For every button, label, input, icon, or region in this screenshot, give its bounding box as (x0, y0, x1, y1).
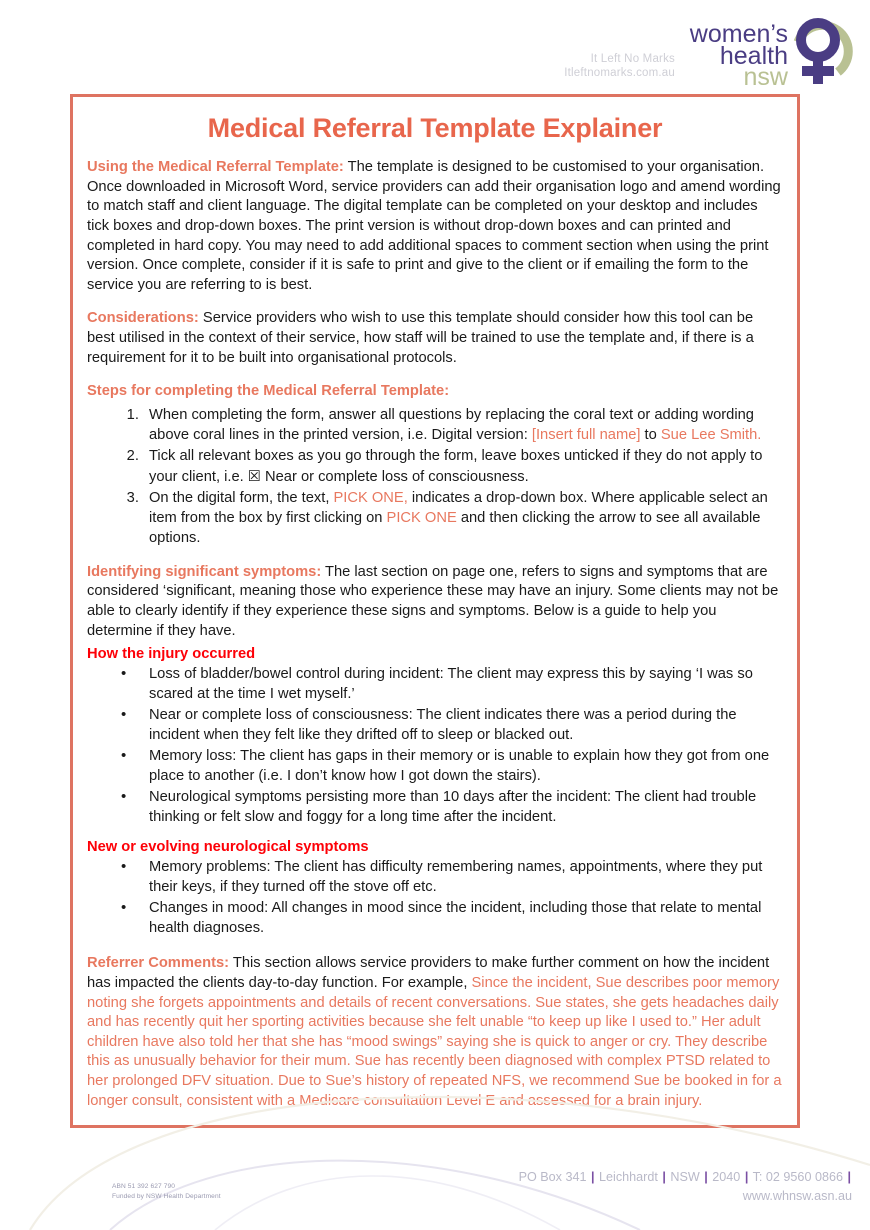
page-title: Medical Referral Template Explainer (207, 113, 663, 143)
step-1-text-a: When completing the form, answer all questions by replacing the coral text or adding wording above coral lines in the printed version, i.e. Digital version: (149, 406, 754, 443)
step-1-text-b: to (640, 426, 661, 443)
logo-text-nsw: nsw (743, 63, 788, 88)
footer-contact-info (519, 1168, 852, 1206)
separator-icon: | (704, 1170, 708, 1185)
footer-phone: T: 02 9560 0866 (752, 1170, 843, 1185)
page-header (0, 0, 870, 92)
footer-suburb: Leichhardt (599, 1170, 658, 1185)
section-using-template (87, 158, 783, 295)
separator-icon: | (744, 1170, 749, 1185)
new-evolving-symptoms-heading: New or evolving neurological symptoms (87, 839, 369, 856)
referrer-comments-heading: Referrer Comments: (87, 955, 230, 972)
list-item: • Neurological symptoms persisting more than 10 days after the incident: The client had trouble thinking or felt slow and foggy for a long time after the incident. (145, 788, 783, 828)
how-injury-occurred-heading: How the injury occurred (87, 646, 256, 663)
venus-symbol-icon (798, 23, 848, 84)
step-3-coral-pick-one-2: PICK ONE (386, 509, 457, 526)
considerations-heading: Considerations: (87, 310, 199, 327)
step-2-text-b: Near or complete loss of consciousness. (260, 468, 529, 485)
section-steps-heading-wrap (87, 382, 783, 402)
step-3-text-c: and then clicking the arrow to see all available options. (149, 509, 761, 546)
considerations-body: Service providers who wish to use this template should consider how this tool can be best utilised in the context of their service, how staff will be trained to use the template and, if there is a requirement for it to be built into organisational protocols. (87, 310, 754, 366)
step-item-1 (143, 406, 783, 446)
footer-po-box: PO Box 341 (518, 1170, 587, 1185)
footer-website[interactable]: www.whnsw.asn.au (742, 1189, 852, 1204)
identifying-symptoms-body: The last section on page one, refers to signs and symptoms that are considered ‘significant, meaning those who experience these may have an injury. Some clients may not be able to clearly identify if they experience these signs and symptoms. Below is a guide to help you determine if they have. (87, 563, 779, 639)
how-injury-occurred-list (87, 665, 783, 828)
page-footer (0, 1090, 870, 1230)
step-3-text-b: indicates a drop-down box. Where applicable select an item from the box by first clicking on (149, 489, 768, 526)
footer-postcode: 2040 (712, 1170, 741, 1185)
using-template-body: The template is designed to be customised to your organisation. Once downloaded in Microsoft Word, service providers can add their organisation logo and amend wording to match staff and client language. The digital template can be completed on your desktop and includes tick boxes and drop-down boxes. The print version is without drop-down boxes and can printed and completed in hard copy. You may need to add additional spaces to comment section when using the print version. Once complete, consider if it is safe to print and give to the client or if emailing the form to the service you are referring to is best. (87, 159, 781, 293)
referrer-comments-body: This section allows service providers to make further comment on how the incident has impacted the clients day-to-day function. For example, (87, 955, 770, 991)
step-3-coral-pick-one-1: PICK ONE, (333, 489, 408, 506)
step-item-2 (143, 447, 783, 488)
list-item: • Memory loss: The client has gaps in their memory or is unable to explain how they got from one place to another (i.e. I don’t know how I got down the stairs). (145, 747, 783, 787)
referrer-comments-example: Since the incident, Sue describes poor memory noting she forgets appointments and details of recent conversations. Sue states, she gets headaches daily and has recently quit her sporting activities because she felt unable “to keep up like I used to.” Her adult children have also told her that she has “mood swings” saying she is quick to anger or cry. They describe this as unusually behavior for their mum. Sue has recently been diagnosed with complex PTSD related to her prolonged DFV situation. Due to Sue’s history of repeated NFS, we recommend Sue be booked in for a longer consult, consistent with a Medicare consultation Level E and assessed for a brain injury. (87, 974, 782, 1109)
step-1-coral-sue-lee-smith: Sue Lee Smith. (660, 426, 762, 443)
step-2-text-a: Tick all relevant boxes as you go through the form, leave boxes unticked if they do not apply to your client, i.e. (149, 447, 763, 485)
footer-abn: ABN 51 392 627 790 (112, 1182, 176, 1190)
logo-text-womens: women’s (689, 20, 788, 48)
section-identifying-symptoms (87, 563, 783, 642)
tagline-line-1: It Left No Marks (590, 53, 675, 65)
womens-health-nsw-logo (672, 12, 862, 88)
logo-text-health: health (719, 42, 788, 70)
steps-heading: Steps for completing the Medical Referral Template: (87, 383, 450, 400)
campaign-tagline (564, 52, 675, 81)
section-considerations (87, 309, 783, 368)
step-1-coral-insert-full-name: [Insert full name] (531, 426, 641, 443)
steps-list (87, 406, 783, 549)
identifying-symptoms-heading: Identifying significant symptoms: (87, 563, 322, 580)
decorative-swoosh-curves (0, 1090, 870, 1230)
footer-state: NSW (670, 1170, 700, 1185)
tagline-line-2: Itleftnomarks.com.au (564, 67, 675, 80)
list-item: • Changes in mood: All changes in mood since the incident, including those that relate to mental health diagnoses. (145, 899, 783, 939)
list-item: • Near or complete loss of consciousness: The client indicates there was a period during the incident when they felt like they drifted off to sleep or blacked out. (145, 706, 783, 746)
using-template-heading: Using the Medical Referral Template: (87, 159, 344, 175)
explainer-document-box (70, 94, 800, 1128)
checked-box-icon: ☒ (247, 467, 261, 485)
separator-icon: | (590, 1170, 595, 1185)
footer-address-line (519, 1168, 852, 1187)
list-item: • Loss of bladder/bowel control during incident: The client may express this by saying ‘I was so scared at the time I wet myself.’ (145, 665, 783, 705)
footer-legal-info (112, 1182, 221, 1202)
list-item: • Memory problems: The client has difficulty remembering names, appointments, where they put their keys, if they turned off the stove off etc. (145, 858, 783, 898)
section-referrer-comments (87, 954, 783, 1111)
step-item-3 (143, 489, 783, 549)
step-3-text-a: On the digital form, the text, (149, 489, 334, 506)
new-evolving-symptoms-list (87, 858, 783, 939)
separator-icon: | (662, 1170, 666, 1185)
separator-icon: | (847, 1170, 851, 1185)
logo-svg (672, 12, 862, 88)
footer-funded-by: Funded by NSW Health Department (112, 1192, 221, 1200)
